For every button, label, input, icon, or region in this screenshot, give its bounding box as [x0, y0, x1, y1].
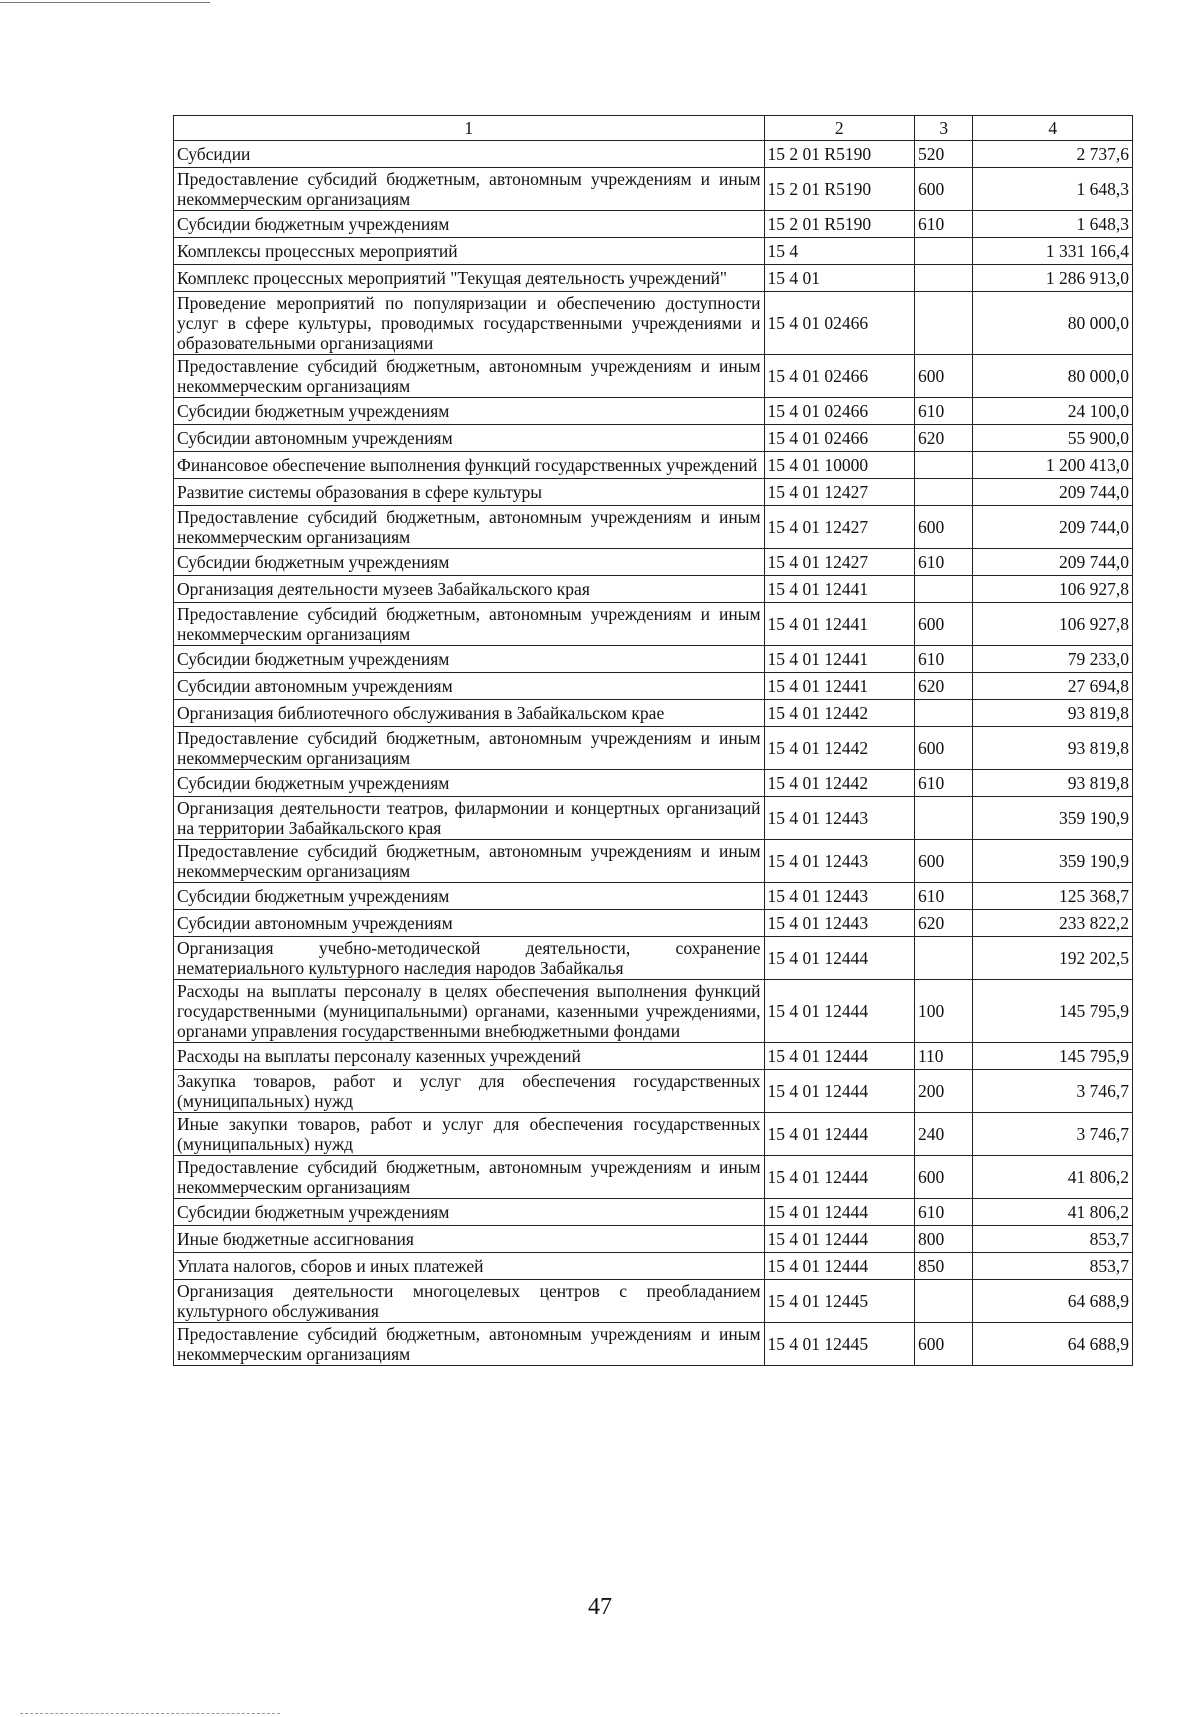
row-code-cell: 15 4 01 — [764, 265, 914, 292]
row-sum-cell: 93 819,8 — [973, 727, 1133, 770]
row-name-cell: Субсидии — [174, 141, 765, 168]
row-name-cell: Субсидии бюджетным учреждениям — [174, 770, 765, 797]
table-row — [174, 1043, 1133, 1070]
table-row — [174, 576, 1133, 603]
table-row — [174, 1199, 1133, 1226]
budget-table — [173, 115, 1133, 1366]
row-code-cell: 15 4 01 12444 — [764, 1070, 914, 1113]
row-kind-cell — [914, 265, 973, 292]
row-code-cell: 15 4 01 12442 — [764, 770, 914, 797]
row-kind-cell: 600 — [914, 727, 973, 770]
row-kind-cell — [914, 238, 973, 265]
row-code-cell: 15 4 01 02466 — [764, 292, 914, 355]
row-code-cell: 15 4 01 12444 — [764, 1226, 914, 1253]
row-sum-cell: 1 648,3 — [973, 168, 1133, 211]
row-kind-cell: 600 — [914, 840, 973, 883]
row-name-cell: Субсидии бюджетным учреждениям — [174, 549, 765, 576]
row-code-cell: 15 4 01 12444 — [764, 937, 914, 980]
row-name-cell: Организация библиотечного обслуживания в Забайкальском крае — [174, 700, 765, 727]
row-code-cell: 15 4 01 12445 — [764, 1323, 914, 1366]
row-sum-cell: 145 795,9 — [973, 980, 1133, 1043]
row-kind-cell: 610 — [914, 646, 973, 673]
page-number: 47 — [588, 1594, 612, 1620]
row-kind-cell — [914, 292, 973, 355]
row-sum-cell: 64 688,9 — [973, 1323, 1133, 1366]
row-code-cell: 15 4 01 12427 — [764, 549, 914, 576]
row-sum-cell: 1 648,3 — [973, 211, 1133, 238]
row-code-cell: 15 4 01 12441 — [764, 603, 914, 646]
row-sum-cell: 93 819,8 — [973, 770, 1133, 797]
header-col-2: 2 — [764, 116, 914, 141]
row-sum-cell: 41 806,2 — [973, 1199, 1133, 1226]
row-kind-cell — [914, 452, 973, 479]
row-name-cell: Предоставление субсидий бюджетным, автономным учреждениям и иным некоммерческим организациям — [174, 727, 765, 770]
row-sum-cell: 1 286 913,0 — [973, 265, 1133, 292]
row-name-cell: Организация деятельности музеев Забайкальского края — [174, 576, 765, 603]
row-sum-cell: 359 190,9 — [973, 840, 1133, 883]
table-row — [174, 398, 1133, 425]
row-sum-cell: 64 688,9 — [973, 1280, 1133, 1323]
row-code-cell: 15 4 01 12442 — [764, 727, 914, 770]
row-name-cell: Иные бюджетные ассигнования — [174, 1226, 765, 1253]
row-name-cell: Организация деятельности многоцелевых центров с преобладанием культурного обслуживания — [174, 1280, 765, 1323]
table-row — [174, 479, 1133, 506]
header-col-3: 3 — [914, 116, 973, 141]
row-kind-cell: 610 — [914, 883, 973, 910]
row-code-cell: 15 4 01 02466 — [764, 355, 914, 398]
row-name-cell: Субсидии бюджетным учреждениям — [174, 211, 765, 238]
table-row — [174, 700, 1133, 727]
row-code-cell: 15 4 01 12441 — [764, 576, 914, 603]
row-sum-cell: 106 927,8 — [973, 576, 1133, 603]
table-row — [174, 770, 1133, 797]
table-row — [174, 452, 1133, 479]
row-code-cell: 15 4 01 12443 — [764, 883, 914, 910]
table-row — [174, 910, 1133, 937]
table-row — [174, 168, 1133, 211]
row-name-cell: Предоставление субсидий бюджетным, автономным учреждениям и иным некоммерческим организациям — [174, 355, 765, 398]
row-kind-cell: 600 — [914, 168, 973, 211]
row-name-cell: Закупка товаров, работ и услуг для обеспечения государственных (муниципальных) нужд — [174, 1070, 765, 1113]
table-row — [174, 1156, 1133, 1199]
table-row — [174, 980, 1133, 1043]
row-kind-cell: 600 — [914, 355, 973, 398]
row-sum-cell: 80 000,0 — [973, 292, 1133, 355]
row-kind-cell: 610 — [914, 398, 973, 425]
row-kind-cell: 620 — [914, 673, 973, 700]
row-code-cell: 15 4 01 12443 — [764, 840, 914, 883]
row-name-cell: Проведение мероприятий по популяризации и обеспечению доступности услуг в сфере культуры, проводимых государственными учреждениями и образовательными организациями — [174, 292, 765, 355]
row-sum-cell: 1 331 166,4 — [973, 238, 1133, 265]
table-row — [174, 211, 1133, 238]
table-header-row — [174, 116, 1133, 141]
table-row — [174, 425, 1133, 452]
table-row — [174, 1253, 1133, 1280]
row-kind-cell — [914, 797, 973, 840]
table-row — [174, 727, 1133, 770]
row-code-cell: 15 2 01 R5190 — [764, 168, 914, 211]
table-row — [174, 840, 1133, 883]
row-sum-cell: 359 190,9 — [973, 797, 1133, 840]
table-row — [174, 937, 1133, 980]
table-row — [174, 1070, 1133, 1113]
row-kind-cell: 620 — [914, 910, 973, 937]
row-name-cell: Предоставление субсидий бюджетным, автономным учреждениям и иным некоммерческим организациям — [174, 840, 765, 883]
row-sum-cell: 125 368,7 — [973, 883, 1133, 910]
row-name-cell: Расходы на выплаты персоналу казенных учреждений — [174, 1043, 765, 1070]
row-name-cell: Предоставление субсидий бюджетным, автономным учреждениям и иным некоммерческим организациям — [174, 1323, 765, 1366]
row-sum-cell: 106 927,8 — [973, 603, 1133, 646]
row-code-cell: 15 4 01 12442 — [764, 700, 914, 727]
row-sum-cell: 79 233,0 — [973, 646, 1133, 673]
row-kind-cell: 240 — [914, 1113, 973, 1156]
row-kind-cell: 610 — [914, 211, 973, 238]
table-row — [174, 238, 1133, 265]
row-sum-cell: 93 819,8 — [973, 700, 1133, 727]
row-sum-cell: 41 806,2 — [973, 1156, 1133, 1199]
table-row — [174, 265, 1133, 292]
row-name-cell: Предоставление субсидий бюджетным, автономным учреждениям и иным некоммерческим организациям — [174, 168, 765, 211]
row-name-cell: Организация деятельности театров, филармонии и концертных организаций на территории Забайкальского края — [174, 797, 765, 840]
row-kind-cell: 600 — [914, 506, 973, 549]
row-name-cell: Иные закупки товаров, работ и услуг для обеспечения государственных (муниципальных) нужд — [174, 1113, 765, 1156]
row-kind-cell: 610 — [914, 1199, 973, 1226]
row-kind-cell: 800 — [914, 1226, 973, 1253]
row-code-cell: 15 4 01 12444 — [764, 1199, 914, 1226]
scan-edge-line — [0, 2, 210, 3]
row-name-cell: Субсидии бюджетным учреждениям — [174, 646, 765, 673]
row-code-cell: 15 2 01 R5190 — [764, 141, 914, 168]
row-kind-cell: 600 — [914, 1323, 973, 1366]
table-row — [174, 1280, 1133, 1323]
row-code-cell: 15 4 01 12441 — [764, 673, 914, 700]
row-sum-cell: 1 200 413,0 — [973, 452, 1133, 479]
row-name-cell: Организация учебно-методической деятельности, сохранение нематериального культурного наследия народов Забайкалья — [174, 937, 765, 980]
row-sum-cell: 2 737,6 — [973, 141, 1133, 168]
row-kind-cell: 610 — [914, 770, 973, 797]
table-row — [174, 646, 1133, 673]
table-body — [174, 141, 1133, 1366]
row-name-cell: Уплата налогов, сборов и иных платежей — [174, 1253, 765, 1280]
header-col-4: 4 — [973, 116, 1133, 141]
table-row — [174, 1113, 1133, 1156]
row-kind-cell — [914, 700, 973, 727]
table-row — [174, 355, 1133, 398]
row-sum-cell: 209 744,0 — [973, 479, 1133, 506]
row-name-cell: Развитие системы образования в сфере культуры — [174, 479, 765, 506]
row-name-cell: Субсидии бюджетным учреждениям — [174, 398, 765, 425]
row-kind-cell: 520 — [914, 141, 973, 168]
row-kind-cell: 600 — [914, 1156, 973, 1199]
row-name-cell: Предоставление субсидий бюджетным, автономным учреждениям и иным некоммерческим организациям — [174, 603, 765, 646]
row-kind-cell — [914, 479, 973, 506]
row-code-cell: 15 4 01 12445 — [764, 1280, 914, 1323]
row-sum-cell: 3 746,7 — [973, 1113, 1133, 1156]
table-row — [174, 292, 1133, 355]
row-sum-cell: 145 795,9 — [973, 1043, 1133, 1070]
row-kind-cell: 110 — [914, 1043, 973, 1070]
row-code-cell: 15 4 — [764, 238, 914, 265]
row-code-cell: 15 4 01 12444 — [764, 1043, 914, 1070]
row-sum-cell: 209 744,0 — [973, 549, 1133, 576]
row-code-cell: 15 4 01 12443 — [764, 910, 914, 937]
row-code-cell: 15 4 01 12444 — [764, 1156, 914, 1199]
row-code-cell: 15 4 01 02466 — [764, 398, 914, 425]
table-row — [174, 883, 1133, 910]
row-kind-cell — [914, 1280, 973, 1323]
table-row — [174, 1226, 1133, 1253]
row-code-cell: 15 4 01 02466 — [764, 425, 914, 452]
row-sum-cell: 233 822,2 — [973, 910, 1133, 937]
row-sum-cell: 209 744,0 — [973, 506, 1133, 549]
row-code-cell: 15 4 01 12427 — [764, 506, 914, 549]
row-name-cell: Субсидии автономным учреждениям — [174, 673, 765, 700]
row-sum-cell: 24 100,0 — [973, 398, 1133, 425]
table-row — [174, 1323, 1133, 1366]
row-kind-cell: 100 — [914, 980, 973, 1043]
row-name-cell: Финансовое обеспечение выполнения функций государственных учреждений — [174, 452, 765, 479]
row-name-cell: Комплексы процессных мероприятий — [174, 238, 765, 265]
row-name-cell: Субсидии бюджетным учреждениям — [174, 1199, 765, 1226]
row-kind-cell — [914, 576, 973, 603]
row-code-cell: 15 4 01 12443 — [764, 797, 914, 840]
row-code-cell: 15 4 01 12444 — [764, 1253, 914, 1280]
row-kind-cell: 200 — [914, 1070, 973, 1113]
row-code-cell: 15 4 01 10000 — [764, 452, 914, 479]
row-sum-cell: 55 900,0 — [973, 425, 1133, 452]
row-kind-cell: 620 — [914, 425, 973, 452]
row-name-cell: Субсидии автономным учреждениям — [174, 425, 765, 452]
row-code-cell: 15 4 01 12441 — [764, 646, 914, 673]
row-name-cell: Расходы на выплаты персоналу в целях обеспечения выполнения функций государственными (муниципальными) органами, казенными учреждениями, органами управления государственными внебюджетными фондами — [174, 980, 765, 1043]
row-name-cell: Предоставление субсидий бюджетным, автономным учреждениям и иным некоммерческим организациям — [174, 506, 765, 549]
row-code-cell: 15 4 01 12427 — [764, 479, 914, 506]
row-code-cell: 15 2 01 R5190 — [764, 211, 914, 238]
row-name-cell: Предоставление субсидий бюджетным, автономным учреждениям и иным некоммерческим организациям — [174, 1156, 765, 1199]
row-code-cell: 15 4 01 12444 — [764, 1113, 914, 1156]
table-row — [174, 673, 1133, 700]
header-col-1: 1 — [174, 116, 765, 141]
row-sum-cell: 80 000,0 — [973, 355, 1133, 398]
row-name-cell: Комплекс процессных мероприятий "Текущая деятельность учреждений" — [174, 265, 765, 292]
row-sum-cell: 27 694,8 — [973, 673, 1133, 700]
table-row — [174, 141, 1133, 168]
row-name-cell: Субсидии автономным учреждениям — [174, 910, 765, 937]
row-sum-cell: 853,7 — [973, 1226, 1133, 1253]
table-row — [174, 797, 1133, 840]
row-sum-cell: 853,7 — [973, 1253, 1133, 1280]
table-row — [174, 603, 1133, 646]
row-kind-cell: 850 — [914, 1253, 973, 1280]
table-row — [174, 506, 1133, 549]
table-row — [174, 549, 1133, 576]
row-name-cell: Субсидии бюджетным учреждениям — [174, 883, 765, 910]
row-sum-cell: 192 202,5 — [973, 937, 1133, 980]
scan-edge-line-bottom — [20, 1713, 280, 1714]
row-kind-cell: 600 — [914, 603, 973, 646]
row-kind-cell — [914, 937, 973, 980]
row-kind-cell: 610 — [914, 549, 973, 576]
row-code-cell: 15 4 01 12444 — [764, 980, 914, 1043]
row-sum-cell: 3 746,7 — [973, 1070, 1133, 1113]
